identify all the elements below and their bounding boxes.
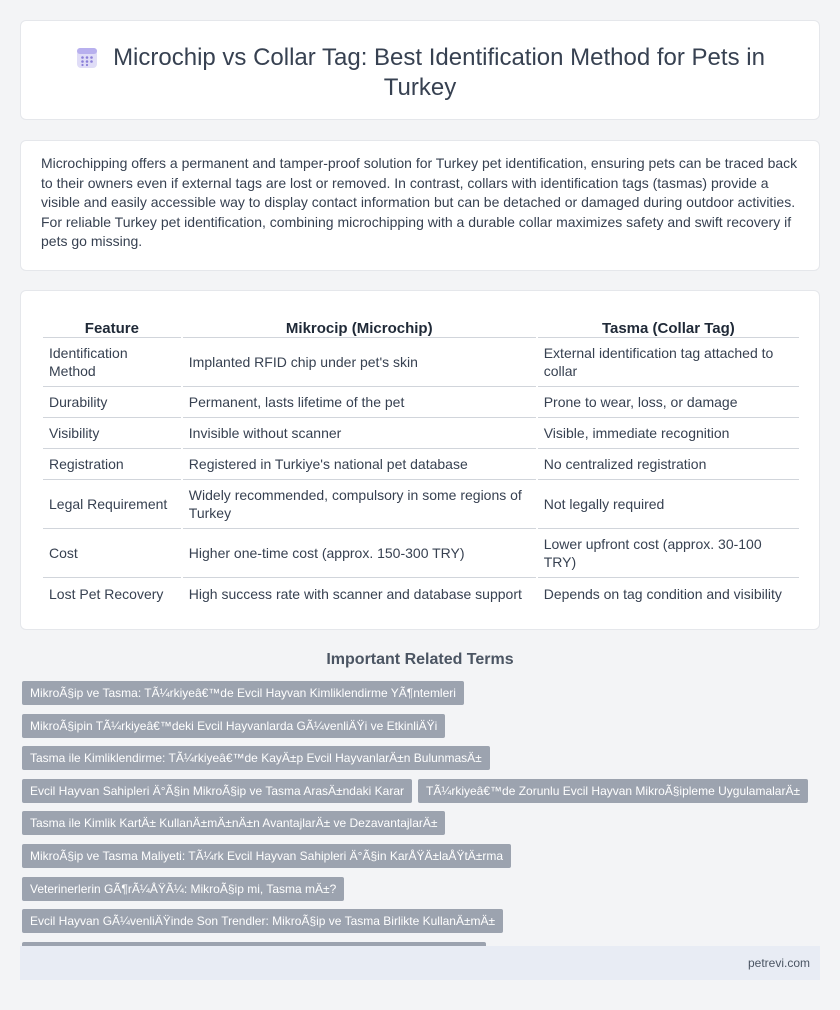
collar-tag-cell: Visible, immediate recognition [538, 418, 799, 449]
table-row [43, 387, 799, 418]
comparison-card [20, 290, 820, 630]
related-term-tag[interactable]: Evcil Hayvan Sahipleri Ä°Ã§in MikroÃ§ip ve Tasma ArasÄ±ndaki Karar [22, 779, 412, 803]
feature-cell: Legal Requirement [43, 480, 181, 529]
table-row [43, 529, 799, 578]
collar-tag-cell: Prone to wear, loss, or damage [538, 387, 799, 418]
collar-tag-cell: External identification tag attached to collar [538, 338, 799, 387]
feature-cell: Cost [43, 529, 181, 578]
related-term-tag[interactable]: Tasma ile Kimliklendirme: TÃ¼rkiyeâ€™de KayÄ±p Evcil HayvanlarÄ±n BulunmasÄ± [22, 746, 490, 770]
table-row [43, 418, 799, 449]
title-row [61, 43, 779, 103]
microchip-cell: Widely recommended, compulsory in some regions of Turkey [183, 480, 536, 529]
feature-cell: Visibility [43, 418, 181, 449]
microchip-cell: Implanted RFID chip under pet's skin [183, 338, 536, 387]
footer [20, 946, 820, 980]
related-term-tag[interactable]: TÃ¼rkiyeâ€™de Zorunlu Evcil Hayvan MikroÃ§ipleme UygulamalarÄ± [418, 779, 808, 803]
collar-tag-cell: Depends on tag condition and visibility [543, 585, 782, 602]
related-term-tag[interactable]: Evcil Hayvan GÃ¼venliÄŸinde Son Trendler: MikroÃ§ip ve Tasma Birlikte KullanÄ±mÄ± [22, 909, 503, 933]
table-header-row [43, 317, 799, 338]
related-term-tag[interactable]: MikroÃ§ipin TÃ¼rkiyeâ€™deki Evcil Hayvanlarda GÃ¼venliÄŸi ve EtkinliÄŸi [22, 714, 445, 738]
feature-cell: Lost Pet Recovery [49, 585, 164, 602]
collar-tag-cell: No centralized registration [538, 449, 799, 480]
footer-site-link[interactable]: petrevi.com [747, 956, 810, 970]
comparison-table [41, 317, 801, 609]
collar-tag-cell: Lower upfront cost (approx. 30-100 TRY) [538, 529, 799, 578]
microchip-cell: Invisible without scanner [183, 418, 536, 449]
feature-cell: Registration [43, 449, 181, 480]
collar-tag-cell: Not legally required [538, 480, 799, 529]
microchip-cell: High success rate with scanner and database support [188, 585, 522, 602]
intro-paragraph: Microchipping offers a permanent and tamper-proof solution for Turkey pet identification, ensuring pets can be traced back to their owners even if external tags are lost or removed. In contrast, collars with identification tags (tasmas) provide a visible and easily accessible way to display contact information but can be detached or damaged during outdoor activities. For reliable Turkey pet identification, combining microchipping with a durable collar maximizes safety and swift recovery if pets go missing. [41, 155, 798, 250]
page-title: Microchip vs Collar Tag: Best Identification Method for Pets in Turkey [113, 44, 765, 101]
related-term-tag[interactable]: Tasma ile Kimlik KartÄ± KullanÄ±mÄ±nÄ±n AvantajlarÄ± ve DezavantajlarÄ± [22, 811, 445, 835]
table-row [43, 578, 799, 609]
microchip-cell: Permanent, lasts lifetime of the pet [183, 387, 536, 418]
header-feature: Feature [43, 317, 181, 338]
related-term-tag[interactable]: MikroÃ§ip ve Tasma Maliyeti: TÃ¼rk Evcil Hayvan Sahipleri Ä°Ã§in KarÅŸÄ±laÅŸtÄ±rma [22, 844, 511, 868]
table-row [43, 449, 799, 480]
table-row [43, 338, 799, 387]
microchip-cell: Registered in Turkiye's national pet database [183, 449, 536, 480]
header-collar-tag: Tasma (Collar Tag) [538, 317, 799, 338]
header-microchip: Mikrocip (Microchip) [183, 317, 536, 338]
related-terms-heading: Important Related Terms [326, 651, 514, 668]
title-card [20, 20, 820, 120]
microchip-cell: Higher one-time cost (approx. 150-300 TRY) [183, 529, 536, 578]
related-term-tag[interactable]: MikroÃ§ip ve Tasma: TÃ¼rkiyeâ€™de Evcil Hayvan Kimliklendirme YÃ¶ntemleri [22, 681, 464, 705]
intro-card [20, 140, 820, 271]
related-terms-list [22, 681, 822, 974]
feature-cell: Durability [43, 387, 181, 418]
feature-cell: Identification Method [43, 338, 181, 387]
calendar-grid-icon [75, 46, 99, 70]
table-row [43, 480, 799, 529]
related-term-tag[interactable]: Veterinerlerin GÃ¶rÃ¼ÅŸÃ¼: MikroÃ§ip mi, Tasma mÄ±? [22, 877, 344, 901]
